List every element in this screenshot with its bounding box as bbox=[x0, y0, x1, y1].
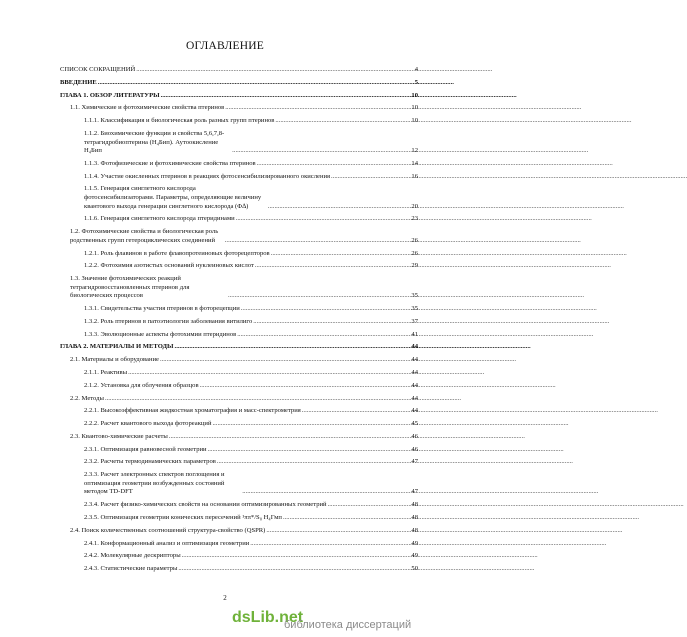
toc-entry-title: 2.4.1. Конформационный анализ и оптимизация геометрии bbox=[84, 539, 250, 547]
toc-entry-page: 23 bbox=[411, 215, 418, 223]
toc-dot-leader bbox=[275, 117, 410, 126]
toc-entry-title: СПИСОК СОКРАЩЕНИЙ bbox=[60, 66, 136, 73]
toc-entry-page: 49 bbox=[411, 552, 418, 560]
toc-entry-title: 2.4.3. Статистические параметры bbox=[84, 565, 178, 573]
toc-entry-title: 1.3.1. Свидетельства участия птеринов в фоторецепции bbox=[84, 305, 240, 313]
toc-entry bbox=[60, 228, 418, 245]
toc-dot-leader bbox=[160, 356, 410, 365]
toc-entry-page: 47 bbox=[411, 488, 418, 496]
toc-dot-leader bbox=[128, 369, 410, 378]
toc-entry-title: 2.3.5. Оптимизация геометрии конических пересечений ¹ππ*/S₀ H₄Гмп bbox=[84, 514, 282, 521]
toc-entry bbox=[60, 527, 418, 536]
page-number: 2 bbox=[223, 594, 227, 602]
toc-entry bbox=[60, 318, 418, 327]
toc-entry-page: 44 bbox=[411, 369, 418, 376]
toc-entry-page: 47 bbox=[411, 458, 418, 466]
toc-entry-page: 37 bbox=[411, 317, 418, 325]
toc-entry bbox=[60, 514, 418, 523]
toc-dot-leader bbox=[242, 488, 410, 497]
toc-dot-leader bbox=[200, 382, 411, 391]
toc-entry-page: 14 bbox=[411, 159, 418, 167]
toc-entry-title: 2.1.2. Установка для облучения образцов bbox=[84, 381, 199, 389]
toc-entry bbox=[60, 369, 418, 378]
toc-entry-title: 2.3.4. Расчет физико-химических свойств на основании оптимизированных геометрий bbox=[84, 501, 327, 509]
toc-entry-title: 2.4.2. Молекулярные дескрипторы bbox=[84, 552, 181, 560]
toc-dot-leader bbox=[105, 395, 410, 404]
toc-dot-leader bbox=[241, 305, 411, 314]
watermark-logo: dsLib.net bbox=[232, 609, 304, 626]
toc-entry-title: ГЛАВА 2. МАТЕРИАЛЫ И МЕТОДЫ bbox=[60, 343, 174, 351]
toc-entry-title: 2.3.1. Оптимизация равновесной геометрии bbox=[84, 445, 207, 453]
toc-dot-leader bbox=[225, 237, 411, 246]
toc-entry bbox=[60, 262, 418, 271]
toc-entry-title: 2.3.3. Расчет электронных спектров поглощения и оптимизация геометрии возбужденных состояний методом TD-DFT bbox=[84, 471, 225, 496]
toc-entry bbox=[60, 215, 418, 224]
toc-entry-title: 1.1.5. Генерация синглетного кислорода фотосенсибилизаторами. Параметры, определяющие величину квантового выхода генерации синглетного кислорода (Φ∆) bbox=[84, 185, 262, 210]
toc-entry-title: 2.4. Поиск количественных соотношений структура-свойство (QSPR) bbox=[70, 526, 266, 534]
toc-entry-page: 46 bbox=[411, 445, 418, 453]
toc-entry-page: 45 bbox=[411, 420, 418, 428]
toc-entry-title: 1.1.2. Биохимические функции и свойства 5,6,7,8-тетрагидробиоптерина (H₄Бип). Аутоокисление H₄Бип bbox=[84, 129, 225, 155]
toc-entry bbox=[60, 66, 418, 75]
toc-entry-title: 1.3. Значение фотохимических реакций тетрагидровосстановленных птеринов для биологических процессов bbox=[70, 275, 190, 300]
toc-dot-leader bbox=[217, 458, 411, 467]
toc-entry bbox=[60, 446, 418, 455]
toc-entry-page: 16 bbox=[411, 172, 418, 180]
toc-entry-page: 48 bbox=[411, 514, 418, 521]
toc-dot-leader bbox=[182, 552, 411, 561]
toc-entry bbox=[60, 331, 418, 340]
toc-dot-leader bbox=[178, 565, 410, 574]
toc-entry bbox=[60, 250, 418, 259]
toc-dot-leader bbox=[268, 203, 411, 212]
toc-entry-page: 50 bbox=[411, 565, 418, 573]
toc-entry-page: 29 bbox=[411, 262, 418, 270]
toc-entry bbox=[60, 501, 418, 510]
toc-entry-title: 1.2.1. Роль флавинов в работе флавопротеиновых фоторецепторов bbox=[84, 249, 270, 257]
toc-entry bbox=[60, 160, 418, 169]
toc-entry bbox=[60, 104, 418, 113]
toc-entry bbox=[60, 173, 418, 182]
toc-entry-page: 44 bbox=[411, 381, 418, 389]
toc-dot-leader bbox=[213, 420, 411, 429]
watermark-subtitle: библиотека диссертаций bbox=[284, 619, 412, 631]
toc-entry-title: 1.1. Химические и фотохимические свойства птеринов bbox=[70, 104, 225, 112]
toc-dot-leader bbox=[328, 501, 411, 510]
toc-dot-leader bbox=[175, 343, 411, 352]
toc-entry-page: 49 bbox=[411, 539, 418, 547]
toc-entry-page: 44 bbox=[411, 356, 418, 364]
toc-entry bbox=[60, 343, 418, 352]
toc-dot-leader bbox=[169, 433, 411, 442]
watermark bbox=[232, 608, 442, 636]
toc-entry-page: 48 bbox=[411, 501, 418, 509]
toc-entry-title: 1.2. Фотохимические свойства и биологическая роль родственных групп гетероциклических соединений bbox=[70, 228, 219, 244]
toc-entry bbox=[60, 275, 418, 301]
toc-entry-page: 20 bbox=[411, 202, 418, 210]
toc-entry bbox=[60, 458, 418, 467]
toc-dot-leader bbox=[98, 79, 414, 88]
toc-entry-title: ГЛАВА 1. ОБЗОР ЛИТЕРАТУРЫ bbox=[60, 91, 160, 99]
toc-dot-leader bbox=[236, 215, 411, 224]
toc-entry-title: 1.3.2. Роль птеринов в патоэтиологии заболевания витилиго bbox=[84, 317, 253, 325]
toc-entry-page: 44 bbox=[411, 394, 418, 402]
toc-entry-page: 10 bbox=[411, 117, 418, 125]
toc-entry-title: 1.1.3. Фотофизические и фотохимические свойства птеринов bbox=[84, 159, 256, 167]
toc-entry bbox=[60, 185, 418, 211]
toc-entry bbox=[60, 92, 418, 101]
toc-entry bbox=[60, 79, 418, 88]
toc-dot-leader bbox=[232, 147, 410, 156]
toc-dot-leader bbox=[208, 446, 411, 455]
toc-dot-leader bbox=[302, 407, 411, 416]
toc-dot-leader bbox=[225, 104, 410, 113]
toc-entry-title: 1.1.6. Генерация синглетного кислорода птеридинами bbox=[84, 215, 235, 223]
toc-entry-page: 35 bbox=[411, 305, 418, 313]
toc-dot-leader bbox=[136, 66, 413, 75]
toc-entry bbox=[60, 356, 418, 365]
toc-entry-title: 2.2.1. Высокоэффективная жидкостная хроматография и масс-спектрометрия bbox=[84, 407, 301, 415]
toc-dot-leader bbox=[161, 92, 411, 101]
toc-entry-title: 1.1.4. Участие окисленных птеринов в реакциях фотосенсибилизированного окисления bbox=[84, 172, 331, 180]
toc-entry-title: 1.1.1. Классификация и биологическая роль разных групп птеринов bbox=[84, 117, 275, 125]
toc-entry-title: 2.1.1. Реактивы bbox=[84, 369, 128, 376]
toc-dot-leader bbox=[237, 331, 410, 340]
toc-entry-page: 26 bbox=[411, 236, 418, 244]
toc-dot-leader bbox=[283, 514, 410, 523]
toc-entry-page: 5 bbox=[414, 78, 418, 86]
toc-entry bbox=[60, 130, 418, 156]
toc-entry-title: 2.2. Методы bbox=[70, 394, 104, 402]
toc-entry-page: 4 bbox=[414, 66, 418, 73]
toc-dot-leader bbox=[250, 540, 410, 549]
toc-entry-page: 10 bbox=[411, 91, 418, 99]
toc-entry bbox=[60, 395, 418, 404]
table-of-contents bbox=[60, 66, 418, 578]
toc-entry-page: 46 bbox=[411, 432, 418, 440]
toc-entry-title: 2.1. Материалы и оборудование bbox=[70, 356, 159, 364]
toc-entry bbox=[60, 565, 418, 574]
toc-entry bbox=[60, 471, 418, 497]
toc-entry-title: 1.3.3. Эволюционные аспекты фотохимии птеридинов bbox=[84, 330, 237, 338]
toc-dot-leader bbox=[228, 292, 410, 301]
toc-entry bbox=[60, 382, 418, 391]
toc-entry-page: 10 bbox=[411, 104, 418, 112]
toc-entry bbox=[60, 540, 418, 549]
toc-entry-title: 2.3. Квантово-химические расчеты bbox=[70, 432, 168, 440]
toc-entry bbox=[60, 407, 418, 416]
toc-dot-leader bbox=[266, 527, 410, 536]
toc-entry-title: 2.3.2. Расчеты термодинамических параметров bbox=[84, 458, 216, 466]
toc-entry-page: 44 bbox=[411, 343, 418, 351]
toc-entry bbox=[60, 433, 418, 442]
toc-entry-page: 48 bbox=[411, 526, 418, 534]
toc-entry-title: ВВЕДЕНИЕ bbox=[60, 78, 97, 86]
toc-entry bbox=[60, 117, 418, 126]
toc-entry-page: 26 bbox=[411, 249, 418, 257]
toc-dot-leader bbox=[255, 262, 411, 271]
toc-entry-title: 2.2.2. Расчет квантового выхода фотореакций bbox=[84, 420, 212, 428]
toc-entry-page: 35 bbox=[411, 292, 418, 300]
page-title: ОГЛАВЛЕНИЕ bbox=[186, 40, 264, 52]
toc-dot-leader bbox=[257, 160, 411, 169]
toc-dot-leader bbox=[271, 250, 411, 259]
toc-entry bbox=[60, 305, 418, 314]
toc-dot-leader bbox=[253, 318, 410, 327]
toc-entry-title: 1.2.2. Фотохимия азотистых оснований нуклеиновых кислот bbox=[84, 262, 254, 270]
toc-entry-page: 44 bbox=[411, 407, 418, 415]
toc-entry bbox=[60, 420, 418, 429]
toc-dot-leader bbox=[331, 173, 410, 182]
toc-entry-page: 41 bbox=[411, 330, 418, 338]
toc-entry-page: 12 bbox=[411, 147, 418, 155]
toc-entry bbox=[60, 552, 418, 561]
